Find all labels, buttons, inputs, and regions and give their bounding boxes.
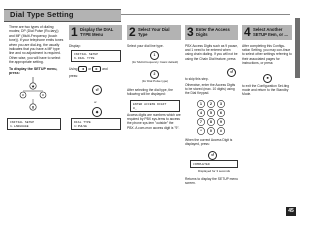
svg-text:★: ★ <box>31 84 35 89</box>
keypad-key-label: * <box>200 129 202 134</box>
select-instruction: Select your dial line type. <box>127 44 164 48</box>
start-key-icon: ◆ <box>92 107 102 117</box>
keypad-key-label: 1 <box>200 102 202 107</box>
page-title: Dial Type Setting <box>10 10 74 19</box>
or-text: or <box>94 100 97 104</box>
step-4-body <box>242 44 292 67</box>
after-completing-text: After completing this Configu-ration Setting, you may con-tinue to select other settings referring to their associated pages for instructions, or press: <box>242 44 292 65</box>
step-2-lcd-display <box>130 100 180 112</box>
returns-text: Returns to display the SETUP menu screen. <box>185 177 238 186</box>
step-number: 3 <box>187 25 194 39</box>
intro-lcd-display <box>7 118 61 130</box>
svg-text:#: # <box>22 93 24 98</box>
step-number: 1 <box>71 25 78 39</box>
lcd-line: INITIAL SETUP <box>10 120 35 124</box>
using-text: Using <box>69 66 78 71</box>
lcd-line: 0_ <box>133 106 137 110</box>
step-3-lcd-display <box>190 160 238 168</box>
exit-text: to exit the Configuration Set-ting mode and return to the Standby Mode. <box>242 84 290 97</box>
when-correct-text: When the correct Access Digit is displayed, press: <box>185 138 233 147</box>
section-header <box>0 9 300 20</box>
keypad-key-label: 6 <box>220 111 222 116</box>
displayed-caption: Displayed for 3 seconds <box>197 169 231 173</box>
left-arrow-key-icon: ◄ <box>78 66 87 72</box>
step-2-body <box>127 44 181 50</box>
step-3-header <box>185 25 238 40</box>
lcd-line: 1.LANGUAGE <box>10 124 29 128</box>
lcd-line: COMPLETED <box>193 162 210 166</box>
keypad-key-label: 4 <box>200 111 202 116</box>
step-1-lcd-display <box>71 50 121 62</box>
right-arrow-key-icon: ► <box>92 66 101 72</box>
keypad-key-label: 0 <box>210 129 212 134</box>
lcd-line: ENTER ACCESS DIGIT <box>133 102 167 106</box>
header-rule <box>121 14 290 15</box>
side-tab <box>295 18 300 78</box>
step-title: Select Another SETUP Item, or ... <box>253 27 288 37</box>
or-text: or <box>88 66 92 71</box>
enter-key-icon: ⏎ <box>92 85 102 95</box>
step-title: Select Your Dial Type <box>138 27 170 37</box>
keypad-key-label: 5 <box>210 111 212 116</box>
display-label: Display: <box>69 44 81 48</box>
keypad-key-label: # <box>220 129 222 134</box>
and-text: and <box>102 66 108 71</box>
step-number: 4 <box>244 25 251 39</box>
key-2-icon: 2 <box>150 70 159 79</box>
lcd-line: DIAL TYPE <box>74 120 91 124</box>
step-4-header <box>242 25 292 40</box>
dial-keypad-icon <box>196 99 226 136</box>
keypad-key-label: 8 <box>210 120 212 125</box>
step-2-header <box>127 25 181 40</box>
svg-text:#: # <box>42 93 44 98</box>
stop-key-icon: ■ <box>263 74 272 83</box>
keypad-key-label: 3 <box>220 102 222 107</box>
keypad-key-label: 9 <box>220 120 222 125</box>
pbx-instruction: PBX Access Digits such as 9 pause, and 1 need to be entered when using chain dialing. If you will not be using the Chain Dial feature, press <box>185 44 238 61</box>
access-digit-description: Access digits are numbers which are required by PBX sys-tems to access the phone sys-tem "outside" the PBX. A com-mon access digit is "9". <box>127 113 181 130</box>
step-number: 2 <box>129 25 136 39</box>
lcd-line: INITIAL SETUP <box>74 52 99 56</box>
enter-key-icon: ⏎ <box>208 151 217 160</box>
svg-text:8: 8 <box>32 105 34 110</box>
enter-key-icon: ⏎ <box>227 68 236 77</box>
intro-paragraph: There are two types of dialing modes; DP (Dial Pulse (Ro-tary)) and MF (Multi-Frequency (touch tone)). If your telephone emits tones when you are dial-ing, the usually indicates that you have a MF type line and no adjustment is required. Other-wise, you will have to select the appropriate setting. <box>9 25 64 65</box>
step-1-body <box>69 44 122 50</box>
mf-option-text: (for Multi-Frequency: basic default) <box>131 60 179 64</box>
keypad-key-label: 7 <box>200 120 202 125</box>
intro-instruction: To display the SETUP menu, press: <box>9 66 58 76</box>
skip-text: to skip this step. <box>185 77 209 81</box>
intro-text <box>9 25 65 77</box>
page-number: 45 <box>286 207 296 216</box>
step-title: Display the DIAL TYPE Menu <box>80 27 114 37</box>
step-3-body <box>185 44 238 62</box>
step-1-header <box>69 25 122 40</box>
lcd-line: 6.DIAL TYPE <box>74 56 95 60</box>
step-1-lcd-dial-type <box>71 118 121 130</box>
press-text: press: <box>69 74 78 78</box>
step-1-nav-instruction <box>69 66 122 78</box>
after-select-text: After selecting the dial type, the following will be displayed: <box>127 88 174 97</box>
key-1-icon: 1 <box>150 51 159 60</box>
step-title: Enter the Access Digits <box>196 27 230 37</box>
keypad-key-label: 2 <box>210 102 212 107</box>
dp-option-text: (for Dial Pulse type) <box>141 79 169 83</box>
otherwise-text: Otherwise, enter the Access Digits to be stored (max. 10 digits) using the Dial Keypad. <box>185 83 236 96</box>
lcd-line: 1:PULSE <box>74 124 87 128</box>
